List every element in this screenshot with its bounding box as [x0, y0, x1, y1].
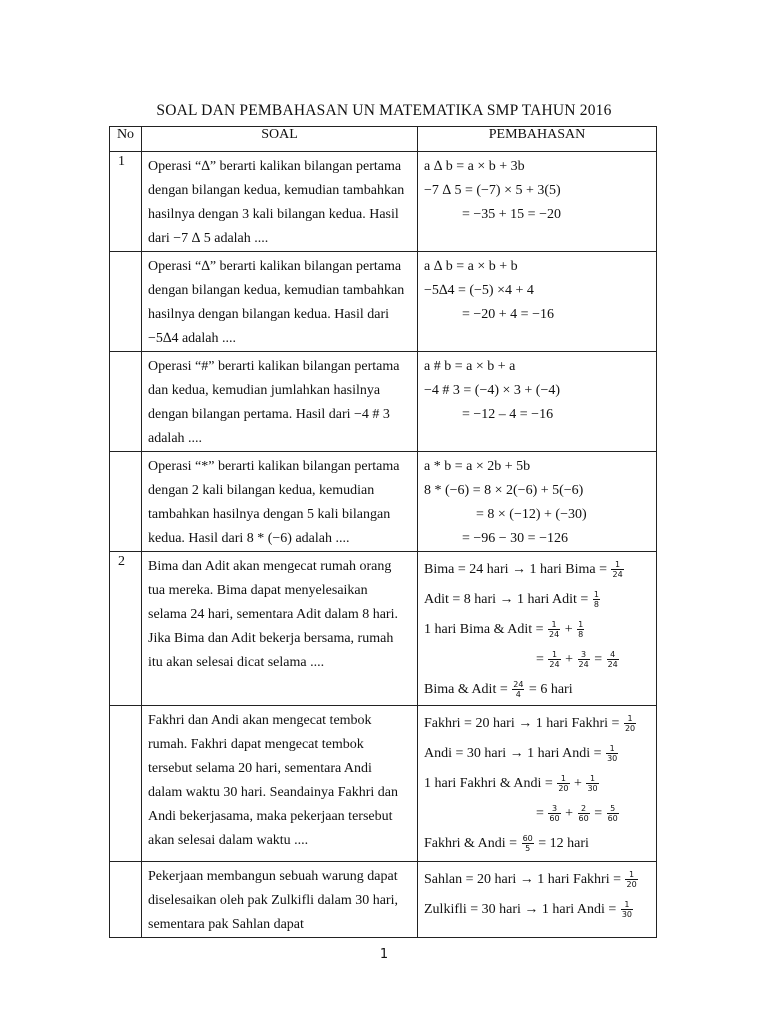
solution-line	[424, 645, 650, 675]
question-line: adalah ....	[148, 431, 203, 446]
fraction	[557, 774, 569, 793]
row-number: 2	[110, 552, 142, 706]
denominator: 30	[607, 754, 618, 764]
solution-cell	[418, 152, 657, 252]
denominator: 60	[578, 814, 589, 824]
numerator: 1	[624, 714, 636, 724]
fraction	[611, 560, 623, 579]
table-row	[110, 352, 657, 452]
solution-line: = −35 + 15 = −20	[462, 207, 561, 222]
solution-line: −7 ∆ 5 = (−7) × 5 + 3(5)	[424, 183, 561, 198]
row-number	[110, 352, 142, 452]
question-line: Andi bekerjasama, maka pekerjaan tersebut	[148, 809, 393, 824]
solution-text: = 12 hari	[538, 836, 589, 851]
question-line: akan selesai dalam waktu ....	[148, 833, 309, 848]
fraction	[624, 714, 636, 733]
fraction	[578, 804, 590, 823]
denominator: 8	[578, 630, 584, 640]
plus-sign: +	[564, 622, 573, 637]
solution-text: Bima = 24 hari → 1 hari Bima =	[424, 562, 607, 577]
fraction	[512, 680, 524, 699]
denominator: 8	[593, 600, 599, 610]
fraction	[607, 804, 619, 823]
denominator: 24	[607, 660, 618, 670]
denominator: 30	[621, 910, 633, 920]
denominator: 60	[607, 814, 618, 824]
fraction	[548, 650, 560, 669]
question-line: tua mereka. Bima dapat menyelesaikan	[148, 583, 368, 598]
fraction	[625, 870, 637, 889]
row-number	[110, 706, 142, 862]
solution-cell	[418, 862, 657, 938]
numerator: 3	[548, 804, 560, 814]
fraction	[578, 650, 590, 669]
question-line: itu akan selesai dicat selama ....	[148, 655, 325, 670]
numerator: 1	[578, 620, 584, 630]
solution-cell	[418, 252, 657, 352]
table-row	[110, 552, 657, 706]
question-line: Bima dan Adit akan mengecat rumah orang	[148, 559, 392, 574]
numerator: 1	[557, 774, 569, 784]
question-line: Operasi “*” berarti kalikan bilangan pertama	[148, 459, 400, 474]
solution-text: Bima & Adit =	[424, 682, 508, 697]
question-line: diselesaikan oleh pak Zulkifli dalam 30 hari,	[148, 893, 398, 908]
question-cell	[142, 452, 418, 552]
page-title: SOAL DAN PEMBAHASAN UN MATEMATIKA SMP TAHUN 2016	[156, 102, 612, 119]
numerator: 4	[607, 650, 619, 660]
numerator: 24	[513, 680, 524, 690]
fraction	[548, 804, 560, 823]
solution-line: a ∆ b = a × b + b	[424, 259, 518, 274]
solution-line	[424, 799, 650, 829]
solution-text: Fakhri = 20 hari → 1 hari Fakhri =	[424, 716, 620, 731]
solution-text: Sahlan = 20 hari → 1 hari Fakhri =	[424, 872, 621, 887]
numerator: 1	[586, 774, 598, 784]
numerator: 3	[578, 650, 590, 660]
numerator: 1	[548, 650, 560, 660]
question-line: dengan bilangan kedua, kemudian tambahkan	[148, 183, 405, 198]
solution-text: = 6 hari	[528, 682, 573, 697]
question-line: Operasi “∆” berarti kalikan bilangan pertama	[148, 259, 402, 274]
question-line: dalam waktu 30 hari. Seandainya Fakhri dan	[148, 785, 398, 800]
numerator: 60	[522, 834, 533, 844]
denominator: 24	[549, 630, 560, 640]
fraction	[586, 774, 598, 793]
solution-text: Fakhri & Andi =	[424, 836, 518, 851]
question-line: kedua. Hasil dari 8 * (−6) adalah ....	[148, 531, 350, 546]
plus-sign: +	[565, 652, 573, 667]
solution-line: 8 * (−6) = 8 × 2(−6) + 5(−6)	[424, 483, 584, 498]
solution-line	[424, 709, 650, 739]
question-line: Operasi “#” berarti kalikan bilangan pertama	[148, 359, 400, 374]
numerator: 1	[606, 744, 618, 754]
denominator: 24	[578, 660, 589, 670]
question-cell	[142, 552, 418, 706]
plus-sign: +	[565, 806, 573, 821]
question-line: tersebut selama 20 hari, sementara Andi	[148, 761, 372, 776]
table-row	[110, 152, 657, 252]
solution-line	[424, 865, 650, 895]
equals-sign: =	[594, 652, 603, 667]
question-cell	[142, 862, 418, 938]
question-line: Pekerjaan membangun sebuah warung dapat	[148, 869, 398, 884]
solution-line: −5∆4 = (−5) ×4 + 4	[424, 283, 534, 298]
solution-line	[424, 615, 650, 645]
row-number	[110, 862, 142, 938]
question-line: sementara pak Sahlan dapat	[148, 917, 304, 932]
exercise-table	[109, 126, 657, 938]
question-line: Jika Bima dan Adit bekerja bersama, rumah	[148, 631, 394, 646]
numerator: 1	[625, 870, 637, 880]
solution-line	[424, 585, 650, 615]
equals-sign: =	[536, 806, 544, 821]
solution-line	[424, 895, 650, 925]
solution-line	[424, 675, 650, 705]
fraction	[593, 590, 600, 609]
fraction	[621, 900, 633, 919]
solution-line: a ∆ b = a × b + 3b	[424, 159, 525, 174]
row-number	[110, 252, 142, 352]
solution-line	[424, 739, 650, 769]
solution-line: a * b = a × 2b + 5b	[424, 459, 531, 474]
solution-line: = −12 – 4 = −16	[462, 407, 554, 422]
solution-line	[424, 555, 650, 585]
denominator: 30	[587, 784, 598, 794]
denominator: 20	[558, 784, 569, 794]
question-line: tambahkan hasilnya dengan 5 kali bilangan	[148, 507, 391, 522]
solution-text: 1 hari Bima & Adit =	[424, 622, 544, 637]
denominator: 24	[549, 660, 560, 670]
question-cell	[142, 252, 418, 352]
solution-line: −4 # 3 = (−4) × 3 + (−4)	[424, 383, 561, 398]
solution-line: = −96 − 30 = −126	[462, 531, 568, 546]
numerator: 5	[607, 804, 619, 814]
fraction	[548, 620, 560, 639]
question-line: selama 24 hari, sementara Adit dalam 8 hari.	[148, 607, 398, 622]
solution-line: = 8 × (−12) + (−30)	[476, 507, 587, 522]
question-line: rumah. Fakhri dapat mengecat tembok	[148, 737, 364, 752]
fraction	[577, 620, 584, 639]
equals-sign: =	[536, 652, 544, 667]
fraction	[606, 744, 618, 763]
header-pembahasan: PEMBAHASAN	[418, 127, 657, 152]
denominator: 4	[515, 690, 521, 700]
denominator: 60	[549, 814, 560, 824]
table-header-row	[110, 127, 657, 152]
solution-line	[424, 769, 650, 799]
question-line: dan kedua, kemudian jumlahkan hasilnya	[148, 383, 381, 398]
solution-cell	[418, 452, 657, 552]
denominator: 5	[525, 844, 531, 854]
numerator: 1	[621, 900, 633, 910]
solution-cell	[418, 706, 657, 862]
row-number: 1	[110, 152, 142, 252]
numerator: 1	[548, 620, 560, 630]
equals-sign: =	[594, 806, 603, 821]
fraction	[522, 834, 534, 853]
denominator: 24	[612, 570, 623, 580]
question-line: −5∆4 adalah ....	[148, 331, 236, 346]
solution-text: Andi = 30 hari → 1 hari Andi =	[424, 746, 602, 761]
denominator: 20	[626, 880, 637, 890]
table-row	[110, 452, 657, 552]
numerator: 2	[578, 804, 590, 814]
header-no: No	[110, 127, 142, 152]
question-cell	[142, 352, 418, 452]
numerator: 1	[593, 590, 599, 600]
plus-sign: +	[574, 776, 582, 791]
table-row	[110, 862, 657, 938]
solution-text: Adit = 8 hari → 1 hari Adit =	[424, 592, 589, 607]
question-line: hasilnya dengan 3 kali bilangan kedua. Hasil	[148, 207, 399, 222]
solution-text: Zulkifli = 30 hari → 1 hari Andi =	[424, 902, 617, 917]
page-number: 1	[379, 947, 389, 962]
solution-text: 1 hari Fakhri & Andi =	[424, 776, 553, 791]
fraction	[607, 650, 619, 669]
question-cell	[142, 152, 418, 252]
question-line: dari −7 ∆ 5 adalah ....	[148, 231, 269, 246]
question-line: Operasi “∆” berarti kalikan bilangan pertama	[148, 159, 402, 174]
solution-line	[424, 829, 650, 859]
question-line: dengan bilangan kedua, kemudian tambahkan	[148, 283, 405, 298]
solution-cell	[418, 552, 657, 706]
question-line: hasilnya dengan bilangan kedua. Hasil dari	[148, 307, 390, 322]
solution-line: a # b = a × b + a	[424, 359, 516, 374]
question-line: dengan 2 kali bilangan kedua, kemudian	[148, 483, 375, 498]
table-row	[110, 706, 657, 862]
numerator: 1	[611, 560, 623, 570]
solution-cell	[418, 352, 657, 452]
question-line: Fakhri dan Andi akan mengecat tembok	[148, 713, 372, 728]
header-soal: SOAL	[142, 127, 418, 152]
question-cell	[142, 706, 418, 862]
denominator: 20	[624, 724, 636, 734]
table-row	[110, 252, 657, 352]
solution-line: = −20 + 4 = −16	[462, 307, 554, 322]
row-number	[110, 452, 142, 552]
question-line: dengan bilangan pertama. Hasil dari −4 # 3	[148, 407, 390, 422]
